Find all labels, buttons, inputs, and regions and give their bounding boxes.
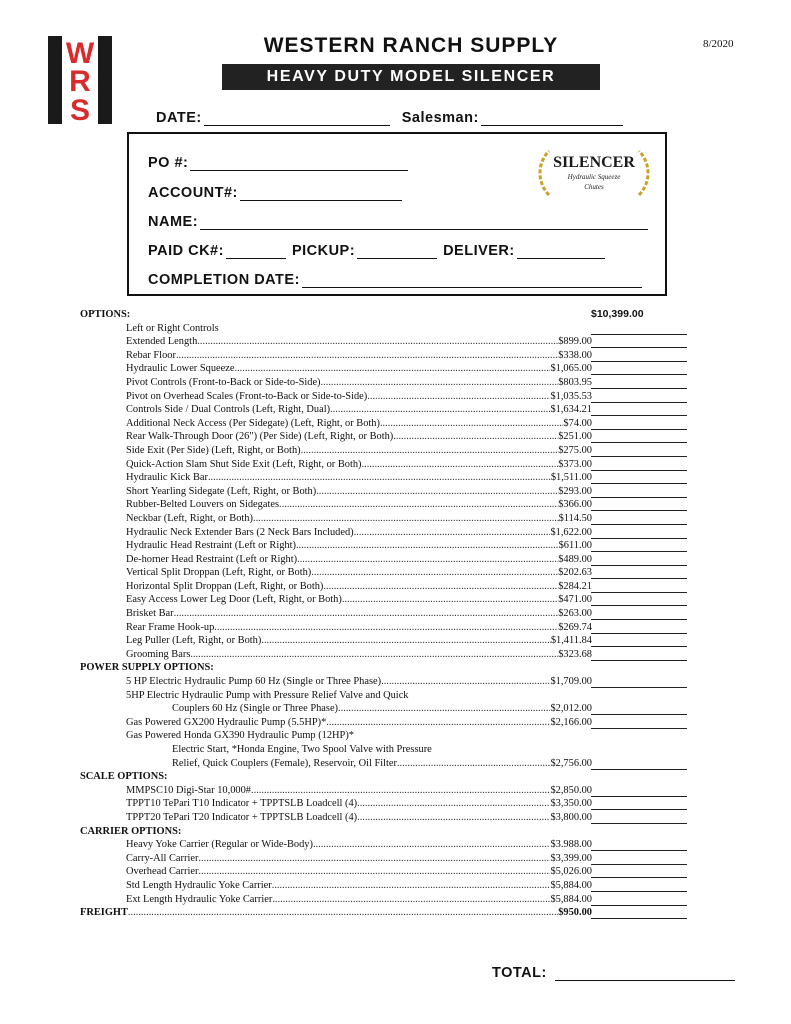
option-row: [80, 349, 700, 363]
options-items: [80, 322, 700, 662]
options-header-row: [80, 308, 700, 322]
option-row-label: Hydraulic Kick Bar: [126, 472, 208, 484]
carrier-header-row: [80, 825, 700, 839]
scale-row: [80, 784, 700, 798]
option-row-label: De-horner Head Restraint (Left or Right): [126, 553, 298, 565]
option-row-price: $114.50: [558, 512, 592, 524]
option-row-label: Controls Side / Dual Controls (Left, Right, Dual): [126, 404, 331, 416]
model-subtitle: HEAVY DUTY MODEL SILENCER: [222, 64, 600, 90]
option-row-price: $489.00: [558, 553, 592, 565]
power-row-price: $2,756.00: [550, 757, 592, 769]
option-row: [80, 403, 700, 417]
power-row: [80, 729, 700, 743]
carrier-row-price: $5,884.00: [550, 879, 592, 891]
freight-row: [80, 906, 700, 920]
option-row: [80, 526, 700, 540]
scale-row: [80, 811, 700, 825]
option-row-price: $1,622.00: [550, 526, 592, 538]
freight-label: FREIGHT: [80, 907, 128, 919]
option-row-label: Extended Length: [126, 336, 198, 348]
option-row-price: $338.00: [558, 349, 592, 361]
carrier-row: [80, 852, 700, 866]
deliver-label: DELIVER:: [443, 243, 515, 259]
option-row-label: Easy Access Lower Leg Door (Left, Right, or Both): [126, 594, 342, 606]
option-row: [80, 362, 700, 376]
option-row-label: Short Yearling Sidegate (Left, Right, or Both): [126, 485, 317, 497]
option-row-price: $1,065.00: [550, 363, 592, 375]
carrier-row-label: Std Length Hydraulic Yoke Carrier: [126, 879, 272, 891]
revision-date: 8/2020: [703, 38, 734, 50]
option-row: [80, 607, 700, 621]
option-row-label: Pivot on Overhead Scales (Front-to-Back or Side-to-Side): [126, 390, 368, 402]
option-row: [80, 322, 700, 336]
power-header-row: [80, 661, 700, 675]
option-row-price: $366.00: [558, 499, 592, 511]
name-label: NAME:: [148, 214, 199, 230]
carrier-items: [80, 838, 700, 906]
option-row-price: $202.63: [558, 567, 592, 579]
option-row: [80, 553, 700, 567]
scale-row-price: $3,800.00: [550, 811, 592, 823]
scale-row-label: TPPT20 TePari T20 Indicator + TPPTSLB Loadcell (4): [126, 811, 358, 823]
option-row-price: $803.95: [558, 376, 592, 388]
freight-price: $950.00: [558, 907, 592, 919]
option-row-label: Neckbar (Left, Right, or Both): [126, 512, 253, 524]
scale-row-price: $3,350.00: [550, 798, 592, 810]
completion-field[interactable]: [148, 272, 648, 288]
account-line[interactable]: [240, 186, 402, 201]
option-row: [80, 621, 700, 635]
po-field[interactable]: [148, 155, 414, 171]
option-row-label: Quick-Action Slam Shut Side Exit (Left, Right, or Both): [126, 458, 362, 470]
option-row: [80, 444, 700, 458]
option-row: [80, 498, 700, 512]
option-row-price: $1,411.84: [550, 635, 592, 647]
logo-letter-s: S: [69, 94, 91, 124]
power-row-label: 5HP Electric Hydraulic Pump with Pressure Relief Valve and Quick: [126, 689, 409, 701]
option-row-label: Pivot Controls (Front-to-Back or Side-to-Side): [126, 376, 321, 388]
paid-line[interactable]: [226, 244, 286, 259]
option-row-price: $323.68: [558, 648, 592, 660]
option-row-label: Horizontal Split Droppan (Left, Right, or Both): [126, 580, 324, 592]
power-row-price: $1,709.00: [550, 676, 592, 688]
option-row-label: Side Exit (Per Side) (Left, Right, or Both): [126, 444, 301, 456]
power-row: [80, 716, 700, 730]
option-row-label: Left or Right Controls: [126, 322, 219, 334]
completion-label: COMPLETION DATE:: [148, 272, 300, 288]
logo-letter-r: R: [69, 65, 91, 98]
option-row-price: $263.00: [558, 608, 592, 620]
account-label: ACCOUNT#:: [148, 185, 238, 201]
power-row-label: 5 HP Electric Hydraulic Pump 60 Hz (Single or Three Phase): [126, 676, 382, 688]
carrier-row-price: $3,399.00: [550, 852, 592, 864]
scale-row-label: TPPT10 TePari T10 Indicator + TPPTSLB Loadcell (4): [126, 798, 358, 810]
name-line[interactable]: [200, 215, 648, 230]
power-row-label: Gas Powered Honda GX390 Hydraulic Pump (12HP)*: [126, 730, 354, 742]
company-title: WESTERN RANCH SUPPLY: [263, 34, 559, 57]
option-row-price: $1,511.00: [550, 472, 592, 484]
option-row: [80, 430, 700, 444]
option-row: [80, 458, 700, 472]
option-row-label: Hydraulic Head Restraint (Left or Right): [126, 540, 296, 552]
power-row: [80, 702, 700, 716]
completion-line[interactable]: [302, 273, 642, 288]
option-row: [80, 485, 700, 499]
wrs-logo: [48, 36, 112, 124]
option-row: [80, 580, 700, 594]
power-row-label: Gas Powered GX200 Hydraulic Pump (5.5HP)*: [126, 716, 327, 728]
option-row: [80, 512, 700, 526]
option-row-label: Grooming Bars: [126, 648, 191, 660]
option-row-label: Hydraulic Neck Extender Bars (2 Neck Bars Included): [126, 526, 354, 538]
option-row-price: $269.74: [558, 621, 592, 633]
power-row: [80, 675, 700, 689]
scale-row-price: $2,850.00: [550, 784, 592, 796]
option-row-label: Brisket Bar: [126, 608, 174, 620]
scale-header-row: [80, 770, 700, 784]
power-row-label: Electric Start, *Honda Engine, Two Spool Valve with Pressure: [172, 744, 432, 755]
option-row: [80, 634, 700, 648]
option-row-label: Hydraulic Lower Squeeze: [126, 363, 235, 375]
salesman-line[interactable]: [481, 111, 623, 126]
power-row-price: $2,012.00: [550, 703, 592, 715]
option-row-price: $293.00: [558, 485, 592, 497]
carrier-row: [80, 865, 700, 879]
option-row: [80, 417, 700, 431]
carrier-row: [80, 893, 700, 907]
date-label: DATE:: [156, 110, 202, 126]
scale-row: [80, 797, 700, 811]
po-line[interactable]: [190, 156, 408, 171]
option-row-price: $275.00: [558, 444, 592, 456]
option-row: [80, 593, 700, 607]
power-items: [80, 675, 700, 770]
option-row-price: $74.00: [563, 417, 592, 429]
option-row: [80, 539, 700, 553]
carrier-row-price: $3.988.00: [550, 839, 592, 851]
carrier-row-label: Ext Length Hydraulic Yoke Carrier: [126, 893, 273, 905]
carrier-row: [80, 838, 700, 852]
option-row-price: $1,634.21: [550, 404, 592, 416]
date-line[interactable]: [204, 111, 390, 126]
payment-field[interactable]: [148, 243, 611, 259]
scale-row-label: MMPSC10 Digi-Star 10,000#: [126, 784, 251, 796]
option-row: [80, 566, 700, 580]
deliver-line[interactable]: [517, 244, 605, 259]
carrier-row-label: Overhead Carrier: [126, 866, 199, 878]
scale-label: SCALE OPTIONS:: [80, 771, 168, 783]
paid-label: PAID CK#:: [148, 243, 224, 259]
option-row-price: $373.00: [558, 458, 592, 470]
freight-blank[interactable]: [591, 918, 687, 919]
option-row-label: Leg Puller (Left, Right, or Both): [126, 635, 262, 647]
po-label: PO #:: [148, 155, 189, 171]
option-row: [80, 376, 700, 390]
silencer-logo-line1: Hydraulic Squeeze: [567, 173, 621, 181]
silencer-logo-title: SILENCER: [553, 154, 635, 171]
power-row-price: $2,166.00: [550, 716, 592, 728]
option-row-label: Vertical Split Droppan (Left, Right, or Both): [126, 567, 312, 579]
salesman-label: Salesman:: [401, 110, 479, 126]
option-row-label: Rebar Floor: [126, 349, 176, 361]
account-field[interactable]: [148, 185, 408, 201]
total-field[interactable]: [492, 965, 741, 981]
power-row-label: Relief, Quick Couplers (Female), Reservoir, Oil Filter: [172, 757, 397, 769]
option-row-label: Additional Neck Access (Per Sidegate) (Left, Right, or Both): [126, 417, 380, 429]
silencer-logo-line2: Chutes: [584, 183, 604, 191]
power-row: [80, 689, 700, 703]
power-label: POWER SUPPLY OPTIONS:: [80, 662, 214, 674]
pickup-label: PICKUP:: [291, 243, 356, 259]
options-label: OPTIONS:: [80, 309, 131, 320]
option-row-label: Rubber-Belted Louvers on Sidegates: [126, 499, 280, 511]
date-field[interactable]: [156, 110, 629, 126]
logo-letter-w: W: [65, 37, 95, 70]
carrier-label: CARRIER OPTIONS:: [80, 825, 182, 837]
option-row-price: $471.00: [558, 594, 592, 606]
option-row: [80, 471, 700, 485]
total-label: TOTAL:: [492, 965, 547, 981]
option-row-price: $284.21: [558, 580, 592, 592]
option-row-label: Rear Frame Hook-up: [126, 621, 215, 633]
power-row: [80, 743, 700, 757]
option-row: [80, 390, 700, 404]
scale-items: [80, 784, 700, 825]
option-row-price: $611.00: [558, 540, 592, 552]
name-field[interactable]: [148, 214, 654, 230]
option-row-label: Rear Walk-Through Door (26") (Per Side) (Left, Right, or Both): [126, 431, 394, 443]
carrier-row-price: $5,884.00: [550, 893, 592, 905]
option-row-price: $1,035.53: [550, 390, 592, 402]
base-price: $10,399.00: [591, 308, 644, 320]
power-row-label: Couplers 60 Hz (Single or Three Phase): [172, 703, 339, 715]
pickup-line[interactable]: [357, 244, 437, 259]
price-list: [80, 308, 700, 920]
option-row-price: $899.00: [558, 336, 592, 348]
carrier-row-label: Heavy Yoke Carrier (Regular or Wide-Body): [126, 839, 313, 851]
option-row: [80, 335, 700, 349]
total-line[interactable]: [555, 966, 735, 981]
carrier-row-label: Carry-All Carrier: [126, 852, 199, 864]
silencer-logo: [535, 145, 653, 201]
carrier-row: [80, 879, 700, 893]
option-row: [80, 648, 700, 662]
carrier-row-price: $5,026.00: [550, 866, 592, 878]
power-row: [80, 757, 700, 771]
option-row-price: $251.00: [558, 431, 592, 443]
